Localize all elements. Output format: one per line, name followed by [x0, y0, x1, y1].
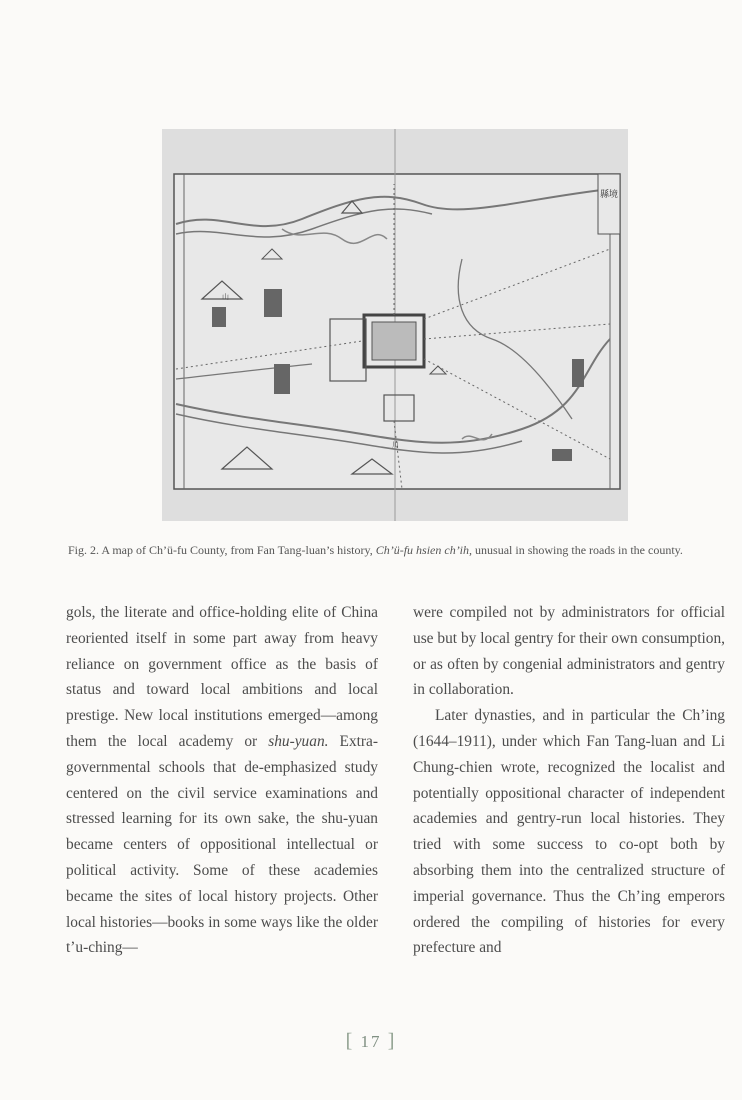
left-paragraph [66, 600, 378, 961]
folio-close-bracket: ] [387, 1030, 397, 1052]
caption-prefix: Fig. 2. A map of Ch’ü-fu County, from Fan Tang-luan’s history, [68, 543, 376, 557]
caption-suffix: unusual in showing the roads in the county. [472, 543, 683, 557]
folio-number: 17 [360, 1032, 382, 1051]
left-paragraph-text-a: gols, the literate and office-holding elite of China reoriented itself in some part away from heavy reliance on government office as the basis of status and toward local ambitions and local prestige. New local institutions emerged—among them the local academy or [66, 604, 378, 750]
river-label: 川 [392, 441, 399, 449]
figure-caption [68, 540, 728, 561]
map-title-label: 縣境 [599, 189, 619, 199]
right-column [413, 600, 725, 961]
page-number [0, 1030, 742, 1053]
map-illustration [162, 129, 628, 521]
shu-yuan-term: shu-yuan. [268, 732, 329, 750]
right-paragraph-1: were compiled not by administrators for official use but by local gentry for their own consumption, or as often by congenial administrators and gentry in collaboration. [413, 604, 725, 699]
caption-title: Ch’ü-fu hsien ch’ih, [375, 543, 473, 557]
left-column [66, 600, 378, 961]
mountain-label: 山 [222, 293, 229, 301]
left-paragraph-text-b: Extra-governmental schools that de-emphasized study centered on the civil service examinations and stressed learning for its own sake, the shu-yuan became centers of oppositional intellectual or political activity. Some of these academies became the sites of local history projects. Other local histories—books in some ways like the older t’u-ching— [66, 732, 378, 957]
folio-open-bracket: [ [345, 1030, 355, 1052]
map-figure [162, 129, 628, 521]
right-paragraph-2: Later dynasties, and in particular the Ch’ing (1644–1911), under which Fan Tang-luan and Li Chung-chien wrote, recognized the localist and potentially oppositional character of independent academies and gentry-run local histories. They tried with some success to co-opt both by absorbing them into the centralized structure of imperial governance. Thus the Ch’ing emperors ordered the compiling of histories for every prefecture and [413, 707, 725, 957]
